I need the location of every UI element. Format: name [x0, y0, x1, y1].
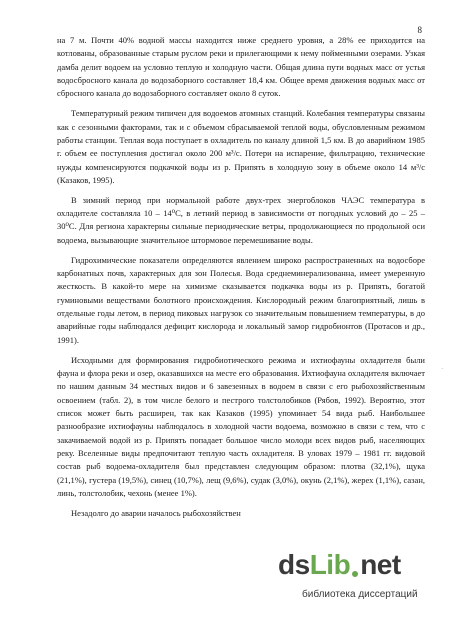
- margin-mark: ·: [441, 365, 444, 373]
- logo-dot-icon: [352, 571, 358, 577]
- watermark: [272, 547, 422, 611]
- watermark-subtitle: библиотека диссертаций: [302, 589, 418, 600]
- document-body: [57, 34, 425, 527]
- logo-text-net: net: [360, 549, 401, 580]
- page-number: 8: [417, 25, 422, 35]
- paragraph: на 7 м. Почти 40% водной массы находится ниже среднего уровня, а 28% ее приходится на котлованы, образованные старым руслом реки и прилегающими к нему пойменными озерами. Узкая дамба делит водоем на условно теплую и холодную части. Общая длина пути водных масс от устья водосбросного канала до водозаборного составляет 18,4 км. Общее время движения водных масс от сбросного канала до водозаборного составляет около 8 суток.: [57, 35, 425, 99]
- logo-text-ds: ds: [278, 549, 310, 580]
- paragraph: Гидрохимические показатели определяются явлением широко распространенных на водосборе карбонатных почв, характерных для зон Полесья. Вода среднеминерализованна, имеет умеренную жесткость. В какой-то мере на химизме сказывается подкачка воды из р. Припять, богатой гуминовыми веществами болотного происхождения. Кислородный режим благоприятный, лишь в отдельные годы летом, в период пиковых нагрузок со значительным повышением температуры, в до аварийные годы наблюдался дефицит кислорода и локальный замор гидробионтов (Протасов и др., 1991).: [57, 254, 425, 345]
- paragraph: Температурный режим типичен для водоемов атомных станций. Колебания температуры связаны как с сезонными факторами, так и с объемом сбрасываемой теплой воды, обусловленным режимом работы станции. Теплая вода поступает в охладитель по каналу длиной 1,5 км. В до аварийном 1985 г. объем ее поступления достигал около 200 м³/с. Потери на испарение, фильтрацию, технические нужды компенсируются подкачкой воды из р. Припять в холодную зону в объеме около 14 м³/с (Казаков, 1995).: [57, 108, 425, 185]
- paragraph: Незадолго до аварии началось рыбохозяйствен: [71, 507, 241, 518]
- paragraph: Исходными для формирования гидробиотического режима и ихтиофауны охладителя были фауна и флора реки и озер, оказавшихся на месте его образования. Ихтиофауна охладителя включает по нашим данным 34 местных видов и 6 завезенных в водоем в связи с его рыбохозяйственным освоением (табл. 2), в том числе белого и пестрого толстолобиков (Рябов, 1992). Вероятно, этот список может быть расширен, так как Казаков (1995) упоминает 54 вида рыб. Наибольшее разнообразие ихтиофауны наблюдалось в холодной части водоема, возможно в связи с тем, что с закачиваемой водой из р. Припять попадает большое число молоди всех видов рыб, населяющих реку. Вселенные виды предпочитают теплую часть охладителя. В уловах 1979 – 1981 гг. видовой состав рыб водоема-охладителя был представлен следующим образом: плотва (32,1%), щука (21,1%), густера (19,5%), синец (10,7%), лещ (9,6%), судак (3,0%), окунь (2,1%), жерех (1,1%), сазан, линь, толстолобик, чехонь (менее 1%).: [57, 354, 425, 498]
- paragraph: В зимний период при нормальной работе двух-трех энергоблоков ЧАЭС температура в охладителе составляла 10 – 14⁰С, в летний период в зависимости от погодных условий до – 25 – 30⁰С. Для региона характерны сильные периодические ветры, продолжающиеся по продольной оси водоема, вызывающие значительное штормовое перемешивание воды.: [57, 194, 425, 245]
- watermark-logo: [278, 549, 401, 581]
- logo-text-lib: Lib: [309, 549, 351, 580]
